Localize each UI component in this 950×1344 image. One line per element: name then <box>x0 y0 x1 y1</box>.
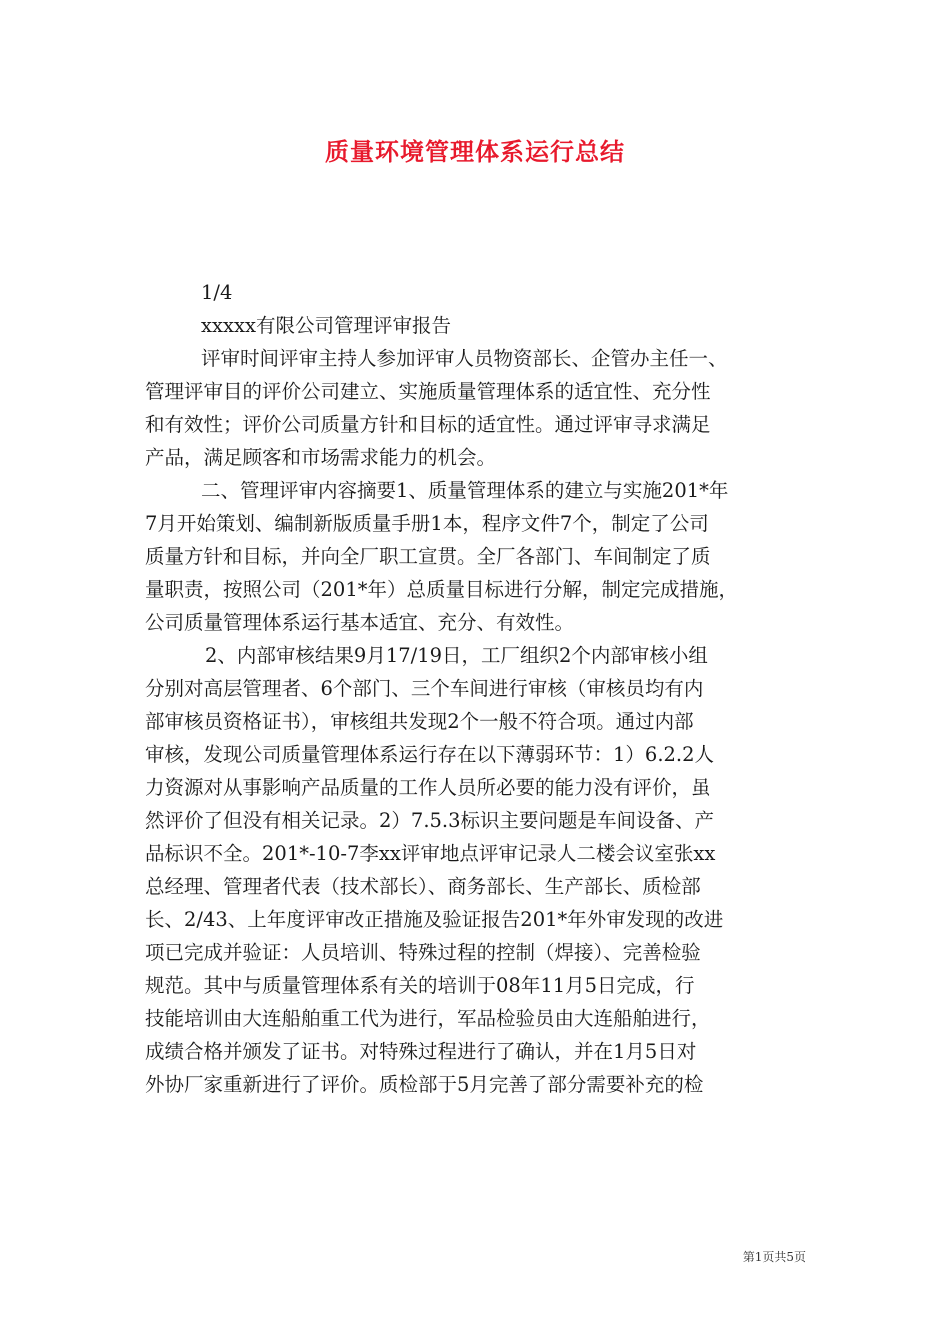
body-line: 质量方针和目标，并向全厂职工宣贯。全厂各部门、车间制定了质 <box>145 545 711 568</box>
body-line: 品标识不全。201*-10-7李xx评审地点评审记录人二楼会议室张xx <box>145 842 716 865</box>
body-line: 审核，发现公司质量管理体系运行存在以下薄弱环节：1）6.2.2人 <box>145 743 715 766</box>
body-line: 产品，满足顾客和市场需求能力的机会。 <box>145 446 497 469</box>
body-line: 成绩合格并颁发了证书。对特殊过程进行了确认，并在1月5日对 <box>145 1040 697 1063</box>
body-line: 力资源对从事影响产品质量的工作人员所必要的能力没有评价，虽 <box>145 776 711 799</box>
body-line: 评审时间评审主持人参加评审人员物资部长、企管办主任一、 <box>201 347 728 370</box>
body-line: 7月开始策划、编制新版质量手册1本，程序文件7个，制定了公司 <box>145 512 709 535</box>
body-line: 规范。其中与质量管理体系有关的培训于08年11月5日完成，行 <box>145 974 695 997</box>
page-number: 第1页共5页 <box>742 1250 806 1264</box>
body-line: xxxxx有限公司管理评审报告 <box>201 314 451 337</box>
body-line: 外协厂家重新进行了评价。质检部于5月完善了部分需要补充的检 <box>145 1073 704 1096</box>
body-line: 2、内部审核结果9月17/19日，工厂组织2个内部审核小组 <box>205 644 708 667</box>
body-line: 项已完成并验证：人员培训、特殊过程的控制（焊接）、完善检验 <box>145 941 701 964</box>
body-line: 量职责，按照公司（201*年）总质量目标进行分解，制定完成措施， <box>145 578 738 601</box>
body-line: 总经理、管理者代表（技术部长）、商务部长、生产部长、质检部 <box>145 875 701 898</box>
body-line: 二、管理评审内容摘要1、质量管理体系的建立与实施201*年 <box>201 479 729 502</box>
body-line: 部审核员资格证书），审核组共发现2个一般不符合项。通过内部 <box>145 710 694 733</box>
body-line: 1/4 <box>201 281 233 304</box>
document-body <box>145 276 807 1101</box>
body-line: 分别对高层管理者、6个部门、三个车间进行审核（审核员均有内 <box>145 677 704 700</box>
body-line: 长、2/43、上年度评审改正措施及验证报告201*年外审发现的改进 <box>145 908 724 931</box>
body-line: 然评价了但没有相关记录。2）7.5.3标识主要问题是车间设备、产 <box>145 809 715 832</box>
body-line: 公司质量管理体系运行基本适宜、充分、有效性。 <box>145 611 575 634</box>
document-title: 质量环境管理体系运行总结 <box>325 137 625 166</box>
body-line: 和有效性；评价公司质量方针和目标的适宜性。通过评审寻求满足 <box>145 413 711 436</box>
body-line: 管理评审目的评价公司建立、实施质量管理体系的适宜性、充分性 <box>145 380 711 403</box>
body-line: 技能培训由大连船舶重工代为进行，军品检验员由大连船舶进行， <box>145 1007 711 1030</box>
